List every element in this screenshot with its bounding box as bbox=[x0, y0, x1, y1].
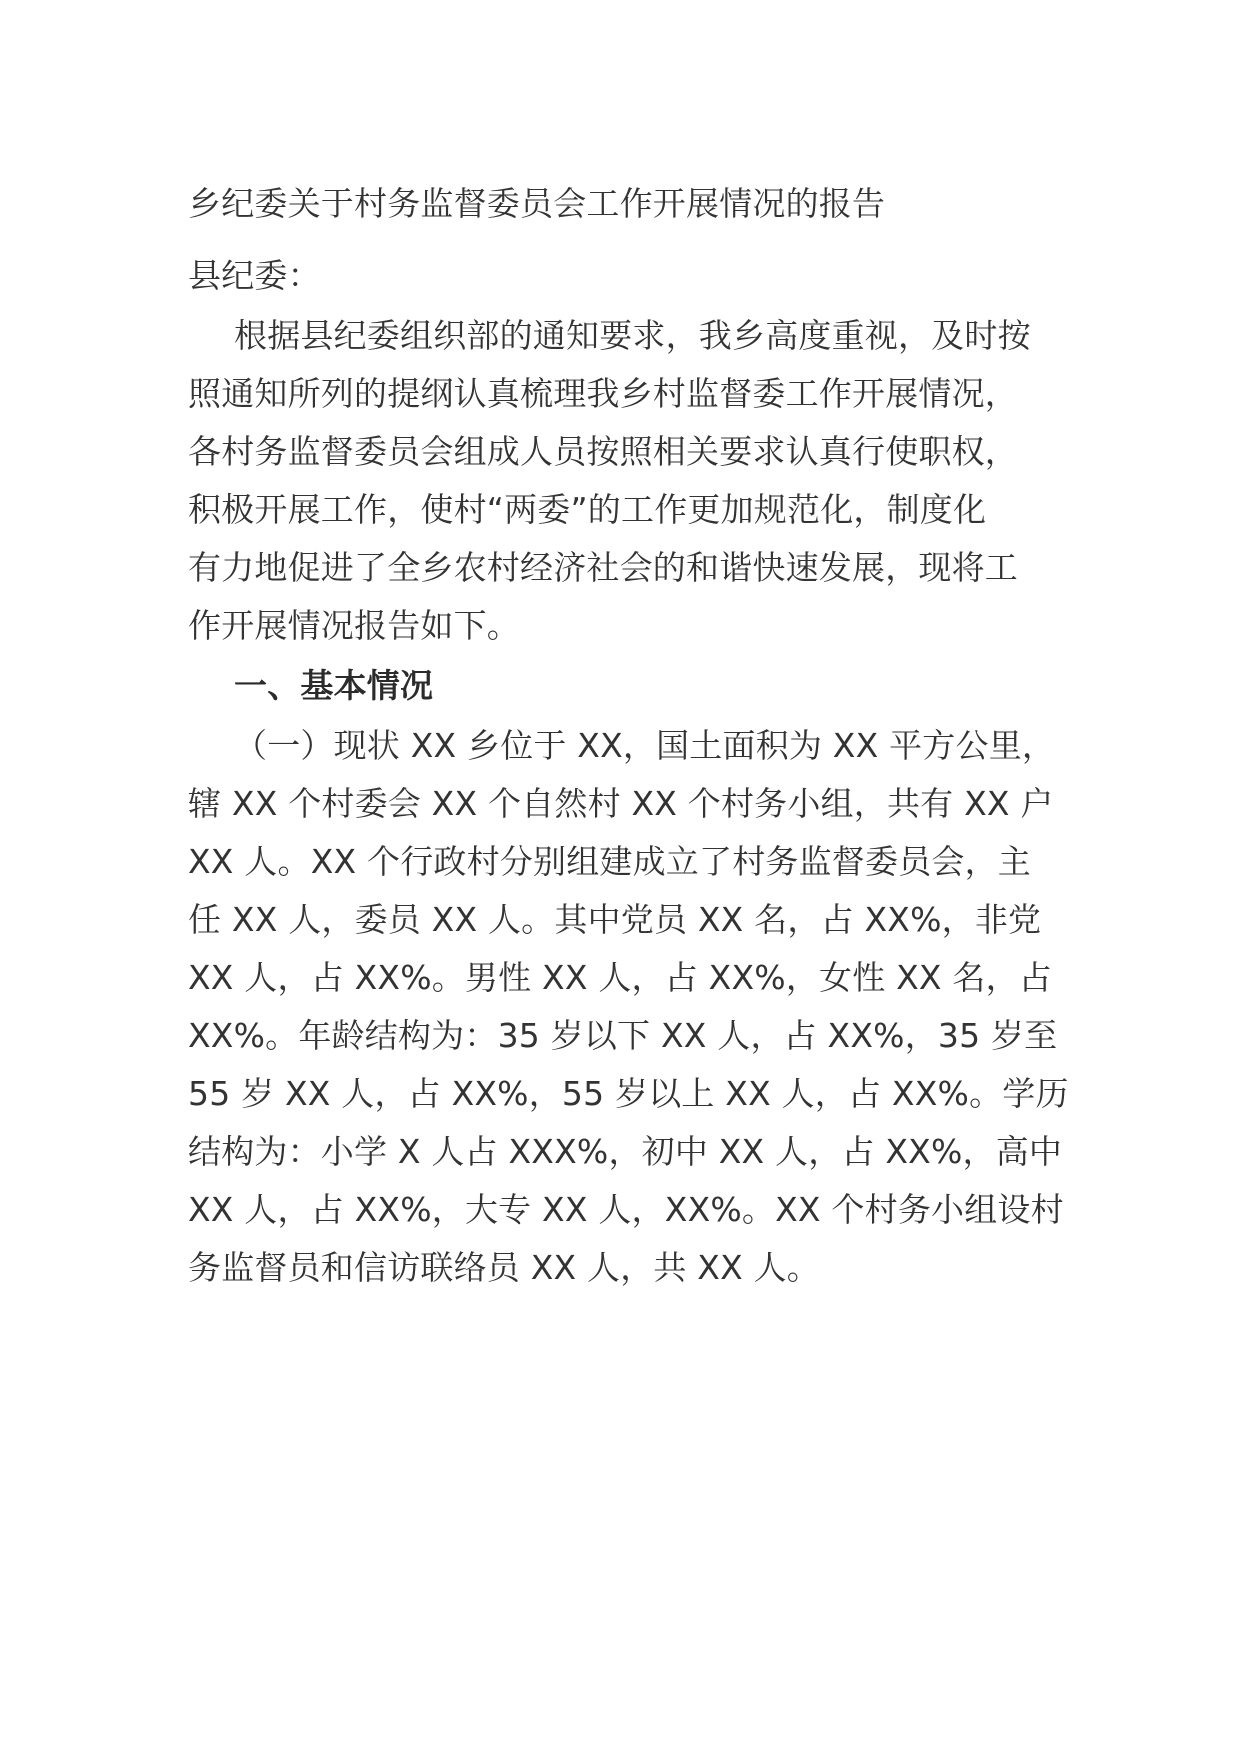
section-line: 务监督员和信访联络员 XX 人，共 XX 人。 bbox=[188, 1248, 820, 1287]
intro-line: 有力地促进了全乡农村经济社会的和谐快速发展，现将工 bbox=[188, 548, 1018, 587]
intro-line: 根据县纪委组织部的通知要求，我乡高度重视，及时按 bbox=[234, 316, 1031, 355]
section-heading: 一、基本情况 bbox=[234, 666, 434, 705]
section-line: XX 人。XX 个行政村分别组建成立了村务监督委员会，主 bbox=[188, 842, 1032, 881]
section-line: XX 人，占 XX%，大专 XX 人，XX%。XX 个村务小组设村 bbox=[188, 1190, 1064, 1229]
section-line: 55 岁 XX 人，占 XX%，55 岁以上 XX 人，占 XX%。学历 bbox=[188, 1074, 1069, 1113]
intro-line: 作开展情况报告如下。 bbox=[188, 606, 520, 645]
salutation: 县纪委： bbox=[188, 256, 321, 295]
intro-line: 各村务监督委员会组成人员按照相关要求认真行使职权， bbox=[188, 432, 1018, 471]
section-line: 结构为：小学 X 人占 XXX%，初中 XX 人，占 XX%，高中 bbox=[188, 1132, 1063, 1171]
section-line: XX 人，占 XX%。男性 XX 人，占 XX%，女性 XX 名，占 bbox=[188, 958, 1053, 997]
section-line: （一）现状 XX 乡位于 XX，国土面积为 XX 平方公里， bbox=[234, 726, 1056, 765]
section-line: 任 XX 人，委员 XX 人。其中党员 XX 名，占 XX%，非党 bbox=[188, 900, 1042, 939]
document-title: 乡纪委关于村务监督委员会工作开展情况的报告 bbox=[188, 184, 886, 223]
section-line: 辖 XX 个村委会 XX 个自然村 XX 个村务小组，共有 XX 户 bbox=[188, 784, 1054, 823]
section-line: XX%。年龄结构为：35 岁以下 XX 人，占 XX%，35 岁至 bbox=[188, 1016, 1058, 1055]
intro-line: 照通知所列的提纲认真梳理我乡村监督委工作开展情况， bbox=[188, 374, 1018, 413]
intro-line: 积极开展工作，使村“两委”的工作更加规范化，制度化 bbox=[188, 490, 987, 529]
